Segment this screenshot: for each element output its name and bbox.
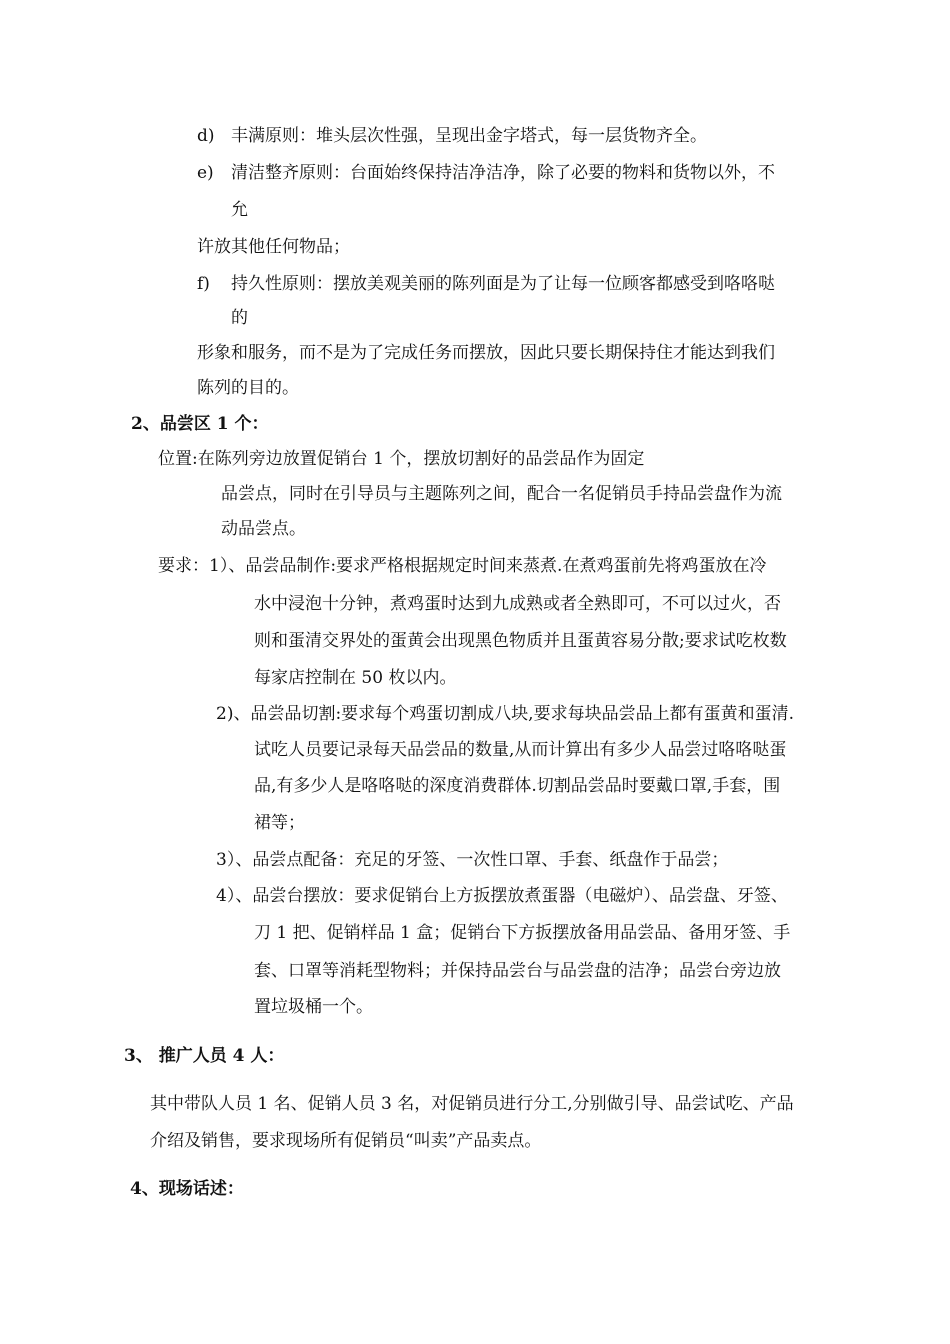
requirement-4-end: 置垃圾桶一个。 bbox=[254, 997, 373, 1017]
requirement-4-cont: 刀 1 把、促销样品 1 盒；促销台下方扳摆放备用品尝品、备用牙签、手 bbox=[254, 923, 791, 943]
requirement-4-cont: 套、口罩等消耗型物料；并保持品尝台与品尝盘的洁净；品尝台旁边放 bbox=[254, 961, 781, 981]
requirement-2: 2)、品尝品切割:要求每个鸡蛋切割成八块,要求每块品尝品上都有蛋黄和蛋清. bbox=[216, 704, 794, 724]
location-text-cont: 品尝点，同时在引导员与主题陈列之间，配合一名促销员手持品尝盘作为流 bbox=[221, 484, 782, 504]
section-2-heading: 2、品尝区 1 个： bbox=[131, 414, 269, 434]
requirement-2-cont: 品,有多少人是咯咯哒的深度消费群体.切割品尝品时要戴口罩,手套，围 bbox=[254, 776, 781, 796]
principle-f-text: 持久性原则：摆放美观美丽的陈列面是为了让每一位顾客都感受到咯咯哒 bbox=[231, 274, 775, 294]
list-marker-e: e) bbox=[197, 163, 214, 183]
list-marker-f: f) bbox=[197, 274, 210, 294]
location-text-end: 动品尝点。 bbox=[221, 519, 306, 539]
staff-text: 其中带队人员 1 名、促销人员 3 名，对促销员进行分工,分别做引导、品尝试吃、产品 bbox=[150, 1094, 794, 1114]
principle-f-text-wrap: 形象和服务，而不是为了完成任务而摆放，因此只要长期保持住才能达到我们 bbox=[197, 343, 775, 363]
staff-text-cont: 介绍及销售，要求现场所有促销员“叫卖”产品卖点。 bbox=[150, 1131, 542, 1151]
requirement-2-end: 裙等； bbox=[254, 813, 305, 833]
requirement-1: 要求：1）、品尝品制作:要求严格根据规定时间来蒸煮.在煮鸡蛋前先将鸡蛋放在冷 bbox=[158, 556, 767, 576]
section-3-heading: 3、 推广人员 4 人： bbox=[124, 1046, 285, 1066]
location-text: 位置:在陈列旁边放置促销台 1 个，摆放切割好的品尝品作为固定 bbox=[158, 449, 645, 469]
requirement-1-end: 每家店控制在 50 枚以内。 bbox=[254, 668, 457, 688]
section-4-heading: 4、现场话述： bbox=[130, 1179, 244, 1199]
list-marker-d: d) bbox=[197, 126, 215, 146]
principle-e-text-wrap: 许放其他任何物品； bbox=[197, 237, 350, 257]
principle-f-text-end: 陈列的目的。 bbox=[197, 378, 299, 398]
principle-e-text: 清洁整齐原则：台面始终保持洁净洁净，除了必要的物料和货物以外，不 bbox=[231, 163, 775, 183]
requirement-1-cont: 则和蛋清交界处的蛋黄会出现黑色物质并且蛋黄容易分散;要求试吃枚数 bbox=[254, 631, 787, 651]
requirement-3: 3）、品尝点配备：充足的牙签、一次性口罩、手套、纸盘作于品尝； bbox=[216, 850, 729, 870]
principle-f-text-cont: 的 bbox=[231, 308, 248, 328]
principle-d-text: 丰满原则：堆头层次性强，呈现出金字塔式，每一层货物齐全。 bbox=[231, 126, 707, 146]
requirement-2-cont: 试吃人员要记录每天品尝品的数量,从而计算出有多少人品尝过咯咯哒蛋 bbox=[254, 740, 787, 760]
requirement-1-cont: 水中浸泡十分钟，煮鸡蛋时达到九成熟或者全熟即可，不可以过火，否 bbox=[254, 594, 781, 614]
principle-e-text-cont: 允 bbox=[231, 200, 248, 220]
requirement-4: 4）、品尝台摆放：要求促销台上方扳摆放煮蛋器（电磁炉）、品尝盘、牙签、 bbox=[216, 886, 788, 906]
